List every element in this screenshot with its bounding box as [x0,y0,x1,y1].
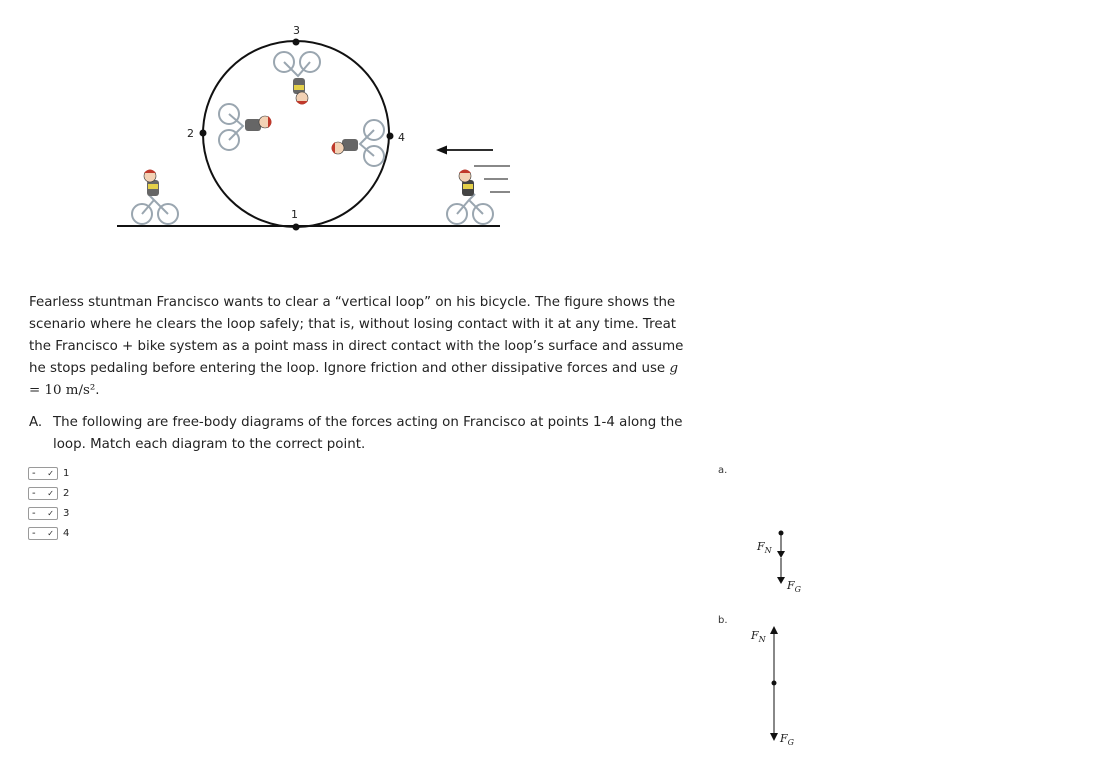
point-label-2: 2 [187,127,194,140]
point-label-1: 1 [291,208,298,221]
match-select-2[interactable] [28,487,58,500]
point-label-4: 4 [398,131,405,144]
loop-point-4 [387,133,394,140]
cyclist-point-4-icon [332,120,385,166]
match-point-3: 3 [63,507,70,519]
match-row-3 [28,503,69,523]
fbd-b-fg-label: $F_G$ [780,732,795,747]
match-select-1-value: - [32,467,36,479]
chevron-down-icon: ✓ [47,528,54,538]
match-row-4 [28,523,69,543]
match-row-1 [28,463,69,483]
g-symbol: g [669,361,679,376]
part-a-text: The following are free-body diagrams of the forces acting on Francisco at points 1-4 along the loop. Match each diagram to the correct point. [53,415,683,452]
match-select-4[interactable] [28,527,58,540]
fbd-a-fn-label: $F_N$ [757,540,772,555]
match-point-2: 2 [63,487,70,499]
part-a-letter: A. [29,415,43,430]
match-select-1[interactable] [28,467,58,480]
fbd-b-mass-point [772,681,777,686]
fbd-a-mass-point [779,531,784,536]
fbd-option-a [745,524,815,600]
vertical-loop [203,41,389,227]
loop-point-3 [293,39,300,46]
match-point-4: 4 [63,527,70,539]
fbd-b-fn-label: $F_N$ [751,629,766,644]
motion-lines-icon [474,166,510,192]
match-select-2-value: - [32,487,36,499]
match-select-3[interactable] [28,507,58,520]
chevron-down-icon: ✓ [47,488,54,498]
fbd-a-fg-label: $F_G$ [787,579,802,594]
point-label-3: 3 [293,24,300,37]
part-a-question [29,412,689,456]
fbd-b-gravity-arrowhead [770,733,778,741]
fbd-a-gravity-arrowhead [777,577,785,584]
cyclist-exit-icon [132,170,178,225]
g-value: = 10 m/s² [29,383,96,398]
loop-figure [110,18,510,238]
option-a-label: a. [718,465,728,476]
problem-statement [29,292,689,402]
option-b-label: b. [718,615,728,626]
cyclist-point-3-icon [274,52,320,105]
problem-intro: Fearless stuntman Francisco wants to clear a “vertical loop” on his bicycle. The figure shows the scenario where he clears the loop safely; that is, without losing contact with it at any time. Treat the Francisco + bike system as a point mass in direct contact with the loop’s surface and assume he stops pedaling before entering the loop. Ignore friction and other dissipative forces and use [29,295,684,376]
direction-arrow-icon [436,146,493,155]
match-select-4-value: - [32,527,36,539]
loop-point-2 [200,130,207,137]
match-select-3-value: - [32,507,36,519]
cyclist-enter-icon [447,170,493,225]
match-row-2 [28,483,69,503]
cyclist-point-2-icon [219,104,272,150]
fbd-a-normal-arrowhead [777,551,785,558]
problem-paragraph [29,292,689,402]
problem-end: . [95,383,100,398]
loop-point-1 [293,224,300,231]
match-point-1: 1 [63,467,70,479]
chevron-down-icon: ✓ [47,468,54,478]
matching-list [28,463,69,543]
fbd-option-b [745,622,815,752]
chevron-down-icon: ✓ [47,508,54,518]
fbd-b-normal-arrowhead [770,626,778,634]
